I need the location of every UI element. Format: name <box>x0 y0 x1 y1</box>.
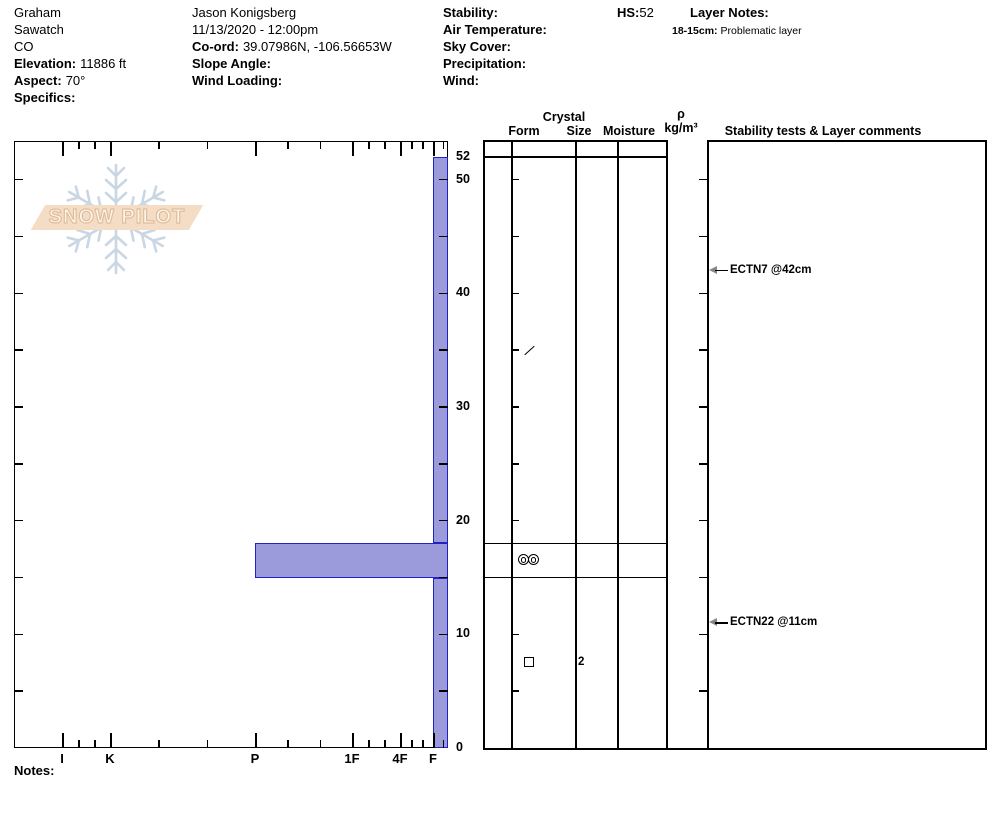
depth-tick <box>439 179 448 181</box>
hardness-minor-tick <box>320 141 322 149</box>
hardness-major-tick <box>255 733 257 748</box>
hardness-minor-tick <box>368 740 370 748</box>
depth-tick <box>699 634 707 636</box>
depth-tick <box>699 349 707 351</box>
hardness-minor-tick <box>443 141 445 149</box>
profile-plot-border <box>14 141 448 748</box>
bullseye-icon <box>528 554 539 565</box>
moisture-column-header: Moisture <box>602 124 656 138</box>
depth-tick <box>439 690 448 692</box>
precip-label: Precipitation: <box>443 56 527 71</box>
depth-tick <box>14 690 23 692</box>
wind-label: Wind: <box>443 73 479 88</box>
elevation-label: Elevation: <box>14 56 77 71</box>
hardness-axis-label: F <box>429 751 437 766</box>
hardness-major-tick <box>433 141 435 156</box>
hardness-major-tick <box>110 141 112 156</box>
hardness-axis-label: 4F <box>392 751 408 766</box>
location-state: CO <box>14 39 34 54</box>
crystal-header: Crystal <box>542 110 586 124</box>
hardness-minor-tick <box>158 740 160 748</box>
hardness-minor-tick <box>384 141 386 149</box>
hardness-axis-label: P <box>250 751 260 766</box>
hardness-major-tick <box>62 733 64 748</box>
hardness-minor-tick <box>411 141 413 149</box>
elevation-value: 11886 ft <box>80 56 127 71</box>
hardness-major-tick <box>62 141 64 156</box>
form-column-header: Form <box>508 124 540 138</box>
hardness-minor-tick <box>207 740 209 748</box>
hardness-major-tick <box>352 141 354 156</box>
depth-tick <box>14 520 23 522</box>
depth-axis-label: 50 <box>456 171 470 186</box>
hardness-minor-tick <box>207 141 209 149</box>
hardness-major-tick <box>110 733 112 748</box>
layer-note-range: 18-15cm: <box>672 25 718 37</box>
location-range: Sawatch <box>14 22 64 37</box>
hardness-axis-label: I <box>60 751 64 766</box>
sky-cover-label: Sky Cover: <box>443 39 511 54</box>
hardness-minor-tick <box>422 141 424 149</box>
hardness-minor-tick <box>443 740 445 748</box>
depth-tick <box>439 236 448 238</box>
watermark-text: SNOW PILOT <box>48 206 186 228</box>
depth-tick <box>14 349 23 351</box>
layer-boundary-line <box>483 577 666 579</box>
depth-tick <box>699 463 707 465</box>
depth-tick <box>699 520 707 522</box>
hs-value: 52 <box>639 5 654 20</box>
hardness-minor-tick <box>78 141 80 149</box>
coord-value: 39.07986N, -106.56653W <box>242 39 392 54</box>
depth-tick <box>439 406 448 408</box>
layer-boundary-line <box>483 156 666 158</box>
stability-test-label: ECTN7 @42cm <box>730 263 812 276</box>
coord-label: Co-ord: <box>192 39 239 54</box>
aspect-label: Aspect: <box>14 73 62 88</box>
stability-test-arrow-shaft <box>715 622 728 624</box>
density-unit-header: kg/m³ <box>664 121 698 135</box>
depth-tick <box>699 179 707 181</box>
depth-tick <box>439 463 448 465</box>
hardness-minor-tick <box>411 740 413 748</box>
depth-axis-label: 10 <box>456 626 470 641</box>
stability-test-label: ECTN22 @11cm <box>730 615 818 628</box>
hardness-axis-label: K <box>105 751 115 766</box>
depth-tick <box>439 577 448 579</box>
depth-axis-label: 30 <box>456 399 470 414</box>
slope-angle-label: Slope Angle: <box>192 56 271 71</box>
layer-notes-title: Layer Notes: <box>690 5 769 20</box>
depth-tick <box>439 634 448 636</box>
size-column-header: Size <box>566 124 592 138</box>
hardness-minor-tick <box>320 740 322 748</box>
depth-tick <box>439 349 448 351</box>
depth-tick <box>14 577 23 579</box>
hardness-minor-tick <box>384 740 386 748</box>
depth-tick <box>14 634 23 636</box>
depth-tick <box>14 406 23 408</box>
bullseye-inner <box>531 557 536 562</box>
depth-tick <box>699 236 707 238</box>
density-symbol-header: ρ <box>677 107 685 121</box>
hardness-minor-tick <box>94 141 96 149</box>
wind-loading-label: Wind Loading: <box>192 73 283 88</box>
depth-tick <box>14 463 23 465</box>
depth-tick <box>699 406 707 408</box>
hardness-axis-label: 1F <box>344 751 360 766</box>
hardness-major-tick <box>400 141 402 156</box>
depth-tick <box>699 293 707 295</box>
hardness-minor-tick <box>287 740 289 748</box>
hardness-major-tick <box>352 733 354 748</box>
hardness-minor-tick <box>78 740 80 748</box>
hardness-major-tick <box>255 141 257 156</box>
table-vertical-line <box>511 140 513 750</box>
depth-tick <box>439 293 448 295</box>
crystal-form-slash-icon <box>524 346 534 355</box>
table-vertical-line <box>575 140 577 750</box>
hardness-minor-tick <box>287 141 289 149</box>
observation-datetime: 11/13/2020 - 12:00pm <box>192 22 319 37</box>
hardness-minor-tick <box>368 141 370 149</box>
notes-label: Notes: <box>14 763 55 778</box>
depth-tick <box>14 179 23 181</box>
specifics-label: Specifics: <box>14 90 76 105</box>
table-vertical-line <box>617 140 619 750</box>
hardness-bar-layer <box>255 543 448 577</box>
depth-tick <box>699 577 707 579</box>
table-top-line <box>483 140 666 142</box>
air-temp-label: Air Temperature: <box>443 22 547 37</box>
depth-axis-label: 52 <box>456 149 470 163</box>
hardness-minor-tick <box>422 740 424 748</box>
aspect-value: 70° <box>65 73 86 88</box>
crystal-form-bullseye-pair-icon <box>518 554 542 566</box>
depth-axis-label: 40 <box>456 285 470 300</box>
hardness-major-tick <box>400 733 402 748</box>
crystal-size-value: 2 <box>578 655 585 668</box>
depth-tick <box>14 293 23 295</box>
depth-tick <box>699 690 707 692</box>
stability-column-header: Stability tests & Layer comments <box>724 124 922 138</box>
stability-test-arrow-shaft <box>715 270 728 272</box>
observer-name: Jason Konigsberg <box>192 5 297 20</box>
depth-tick <box>14 236 23 238</box>
hardness-bar-layer <box>433 578 448 748</box>
layer-boundary-line <box>483 543 666 545</box>
depth-tick <box>439 520 448 522</box>
stability-label: Stability: <box>443 5 498 20</box>
crystal-form-square-icon <box>524 657 534 667</box>
table-vertical-line <box>483 140 485 750</box>
hardness-minor-tick <box>158 141 160 149</box>
hs-label: HS: <box>617 5 640 20</box>
table-bottom-line <box>483 748 987 750</box>
table-top-line <box>707 140 985 142</box>
location-name: Graham <box>14 5 61 20</box>
layer-note-text: Problematic layer <box>720 25 802 37</box>
depth-axis-label: 20 <box>456 512 470 527</box>
bullseye-inner <box>521 557 526 562</box>
table-vertical-line <box>707 140 709 750</box>
table-vertical-line <box>985 140 987 750</box>
hardness-major-tick <box>433 733 435 748</box>
table-vertical-line <box>666 140 668 750</box>
depth-axis-label: 0 <box>456 740 463 754</box>
hardness-minor-tick <box>94 740 96 748</box>
